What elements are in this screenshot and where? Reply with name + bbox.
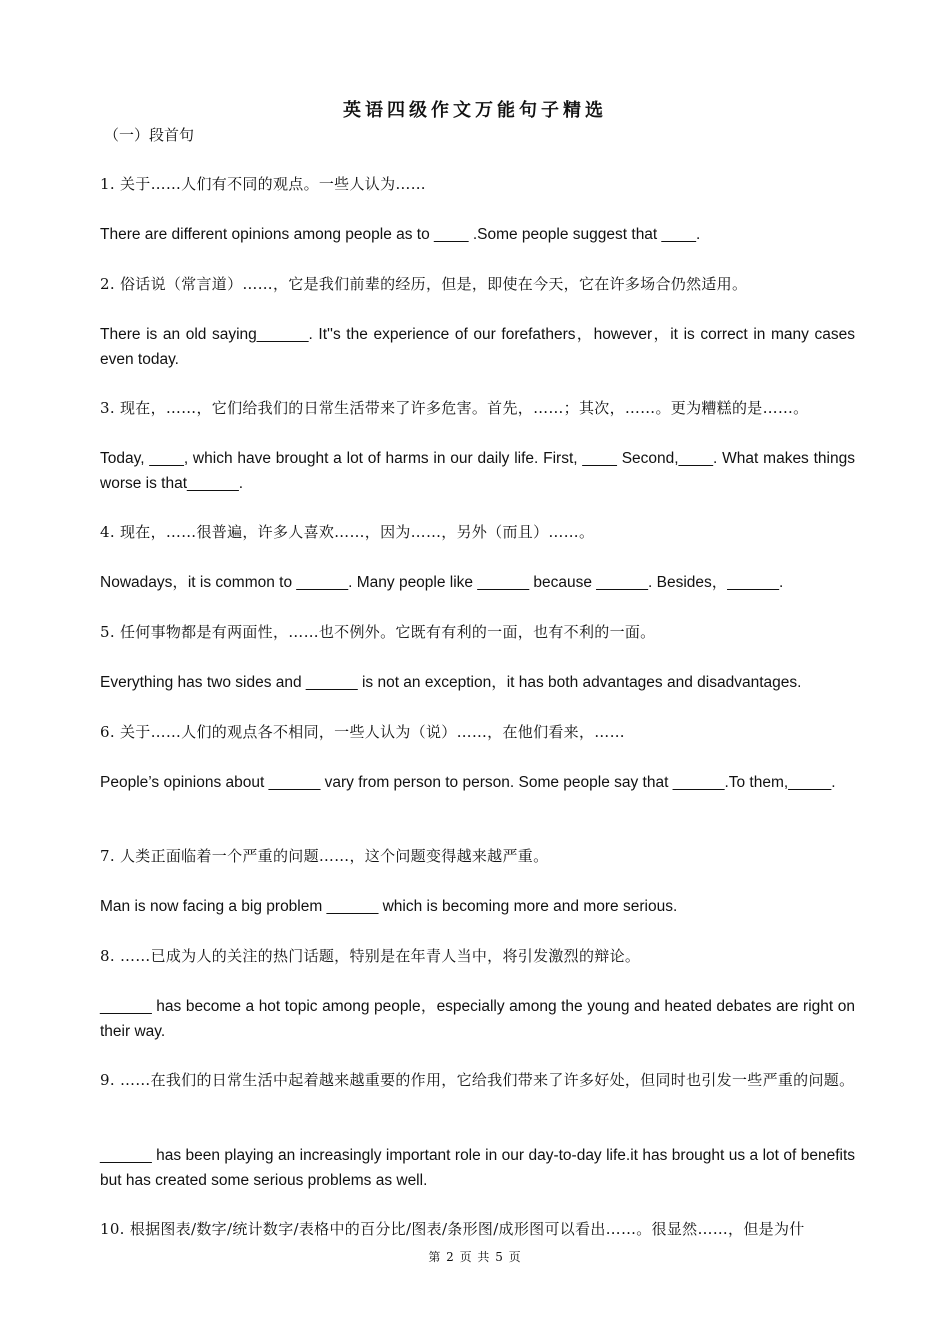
paragraph-8-en: ______ has become a hot topic among people，especially among the young and heated debates are right on their way.: [100, 998, 855, 1040]
paragraph-6-en: People’s opinions about ______ vary from person to person. Some people say that ______.To them,_____.: [100, 774, 836, 791]
paragraph-3-en: Today, ____, which have brought a lot of harms in our daily life. First, ____ Second,____. What makes things worse is that______.: [100, 450, 855, 492]
paragraph-1-zh: 1. 关于……人们有不同的观点。一些人认为……: [100, 175, 426, 193]
paragraph-5-en: Everything has two sides and ______ is not an exception，it has both advantages and disadvantages.: [100, 674, 802, 691]
paragraph-8-zh: 8. ……已成为人的关注的热门话题，特别是在年青人当中，将引发激烈的辩论。: [100, 947, 641, 965]
paragraph-4-en: Nowadays，it is common to ______. Many people like ______ because ______. Besides，______.: [100, 574, 784, 591]
paragraph-7-zh: 7. 人类正面临着一个严重的问题……，这个问题变得越来越严重。: [100, 847, 549, 865]
page-footer: 第 2 页 共 5 页: [428, 1250, 522, 1264]
paragraph-9-en: ______ has been playing an increasingly important role in our day-to-day life.it has brought us a lot of benefits but has created some serious problems as well.: [100, 1147, 855, 1189]
document-title: 英语四级作文万能句子精选: [343, 100, 607, 121]
paragraph-7-en: Man is now facing a big problem ______ which is becoming more and more serious.: [100, 898, 678, 915]
section-heading: （一）段首句: [104, 126, 195, 144]
paragraph-5-zh: 5. 任何事物都是有两面性，……也不例外。它既有有利的一面，也有不利的一面。: [100, 623, 656, 641]
paragraph-4-zh: 4. 现在，……很普遍，许多人喜欢……，因为……，另外（而且）……。: [100, 523, 595, 541]
paragraph-6-zh: 6. 关于……人们的观点各不相同，一些人认为（说）……，在他们看来，……: [100, 723, 625, 741]
paragraph-9-zh: 9. ……在我们的日常生活中起着越来越重要的作用，它给我们带来了许多好处，但同时也引发一些严重的问题。: [100, 1071, 855, 1089]
paragraph-2-en: There is an old saying______. It''s the experience of our forefathers，however，it is correct in many cases even today.: [100, 326, 855, 368]
paragraph-1-en: There are different opinions among people as to ____ .Some people suggest that ____.: [100, 226, 701, 243]
paragraph-10-zh: 10. 根据图表/数字/统计数字/表格中的百分比/图表/条形图/成形图可以看出……。很显然……，但是为什: [100, 1220, 805, 1238]
paragraph-3-zh: 3. 现在，……，它们给我们的日常生活带来了许多危害。首先，……；其次，……。更为糟糕的是……。: [100, 399, 809, 417]
paragraph-2-zh: 2. 俗话说（常言道）……，它是我们前辈的经历，但是，即使在今天，它在许多场合仍然适用。: [100, 275, 748, 293]
